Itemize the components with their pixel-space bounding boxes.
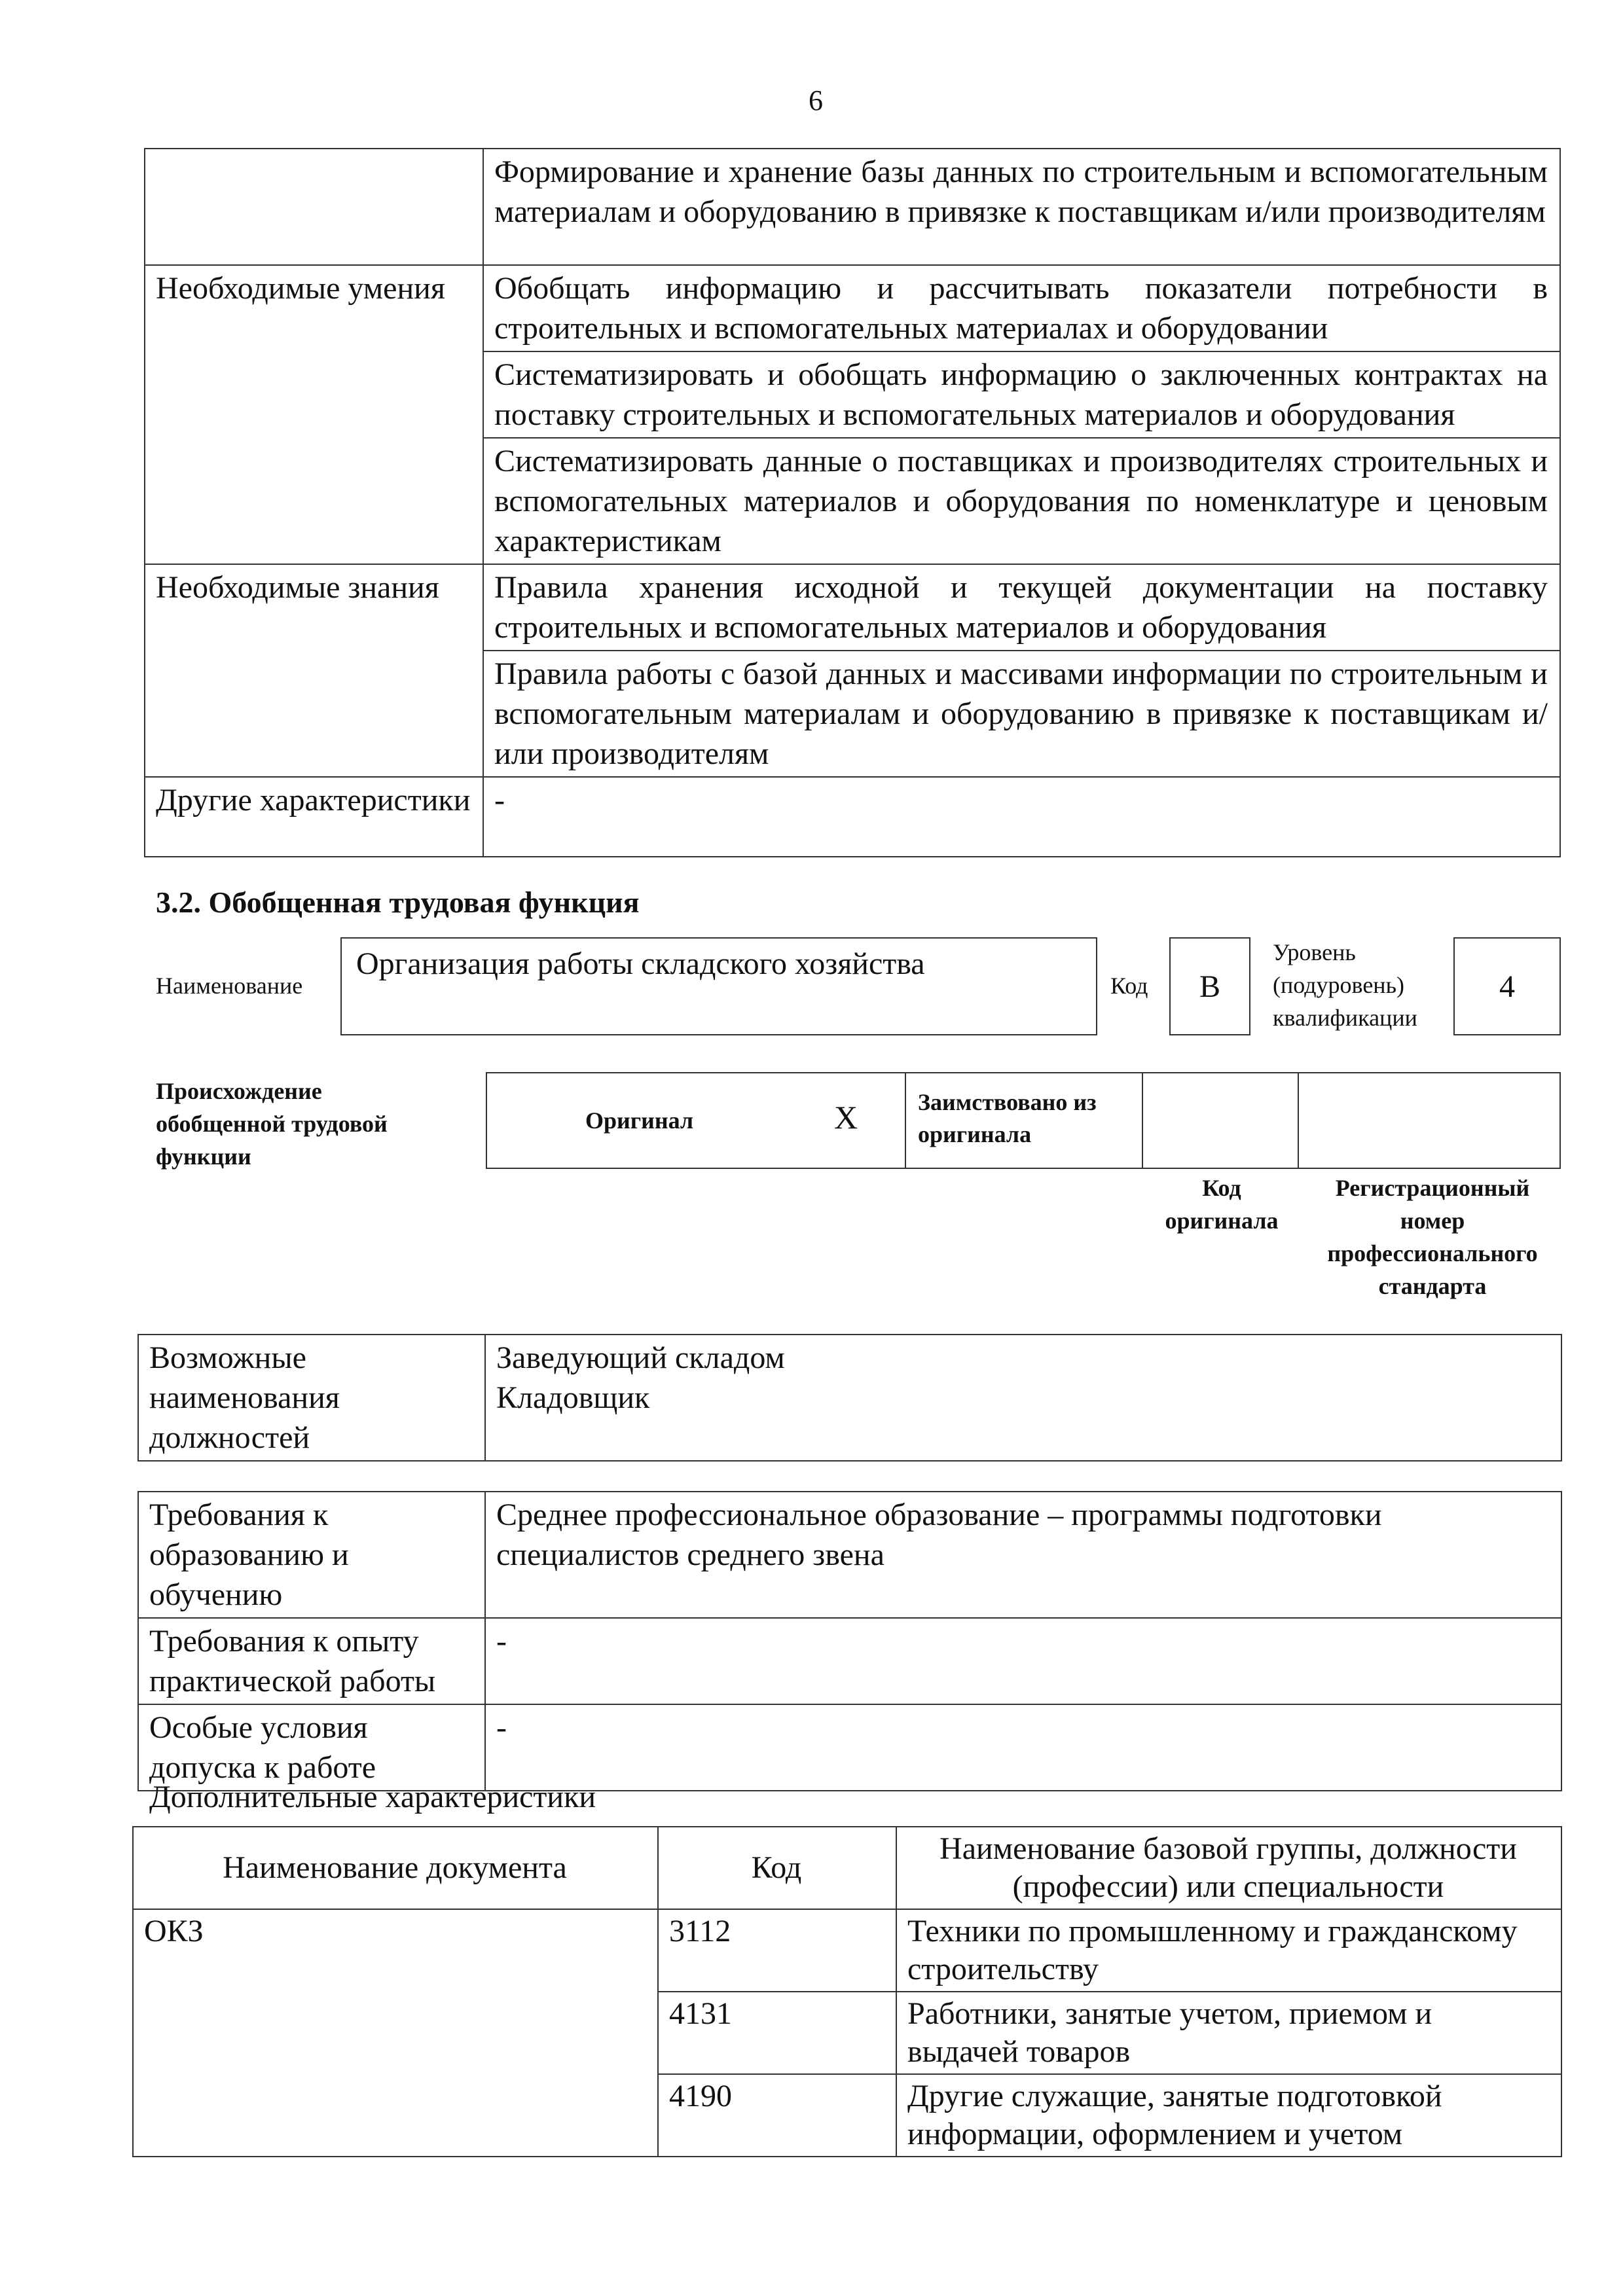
- table-row: [145, 564, 1560, 651]
- row-item: Систематизировать и обобщать информацию о заключенных контрактах на поставку строительных и вспомогательных материалов и оборудования: [483, 351, 1560, 438]
- row-item: Обобщать информацию и рассчитывать показатели потребности в строительных и вспомогательных материалах и оборудовании: [483, 265, 1560, 351]
- code-caption: Код оригинала: [1165, 1175, 1279, 1234]
- row-item: Систематизировать данные о поставщиках и производителях строительных и вспомогательных материалов и оборудования по номенклатуре и ценовым характеристикам: [483, 438, 1560, 564]
- header-row: [133, 1827, 1561, 1909]
- row-item: Правила хранения исходной и текущей документации на поставку строительных и вспомогательных материалов и оборудования: [483, 564, 1560, 651]
- row-label: [145, 149, 483, 265]
- requirement-value: -: [485, 1704, 1561, 1791]
- requirement-value: -: [485, 1618, 1561, 1704]
- additional-title: Дополнительные характеристики: [149, 1780, 596, 1814]
- table-row: [138, 1704, 1561, 1791]
- table-row: [145, 265, 1560, 351]
- name-value: Организация работы складского хозяйства: [356, 946, 925, 981]
- borrowed-label: Заимствовано из оригинала: [918, 1089, 1097, 1147]
- header-name: Наименование базовой группы, должности (профессии) или специальности: [896, 1827, 1561, 1909]
- additional-table: [132, 1826, 1562, 2157]
- original-label: Оригинал: [585, 1107, 694, 1134]
- code-value-box: [1169, 937, 1250, 1035]
- requirement-label: Требования к опыту практической работы: [138, 1618, 485, 1704]
- section-heading: 3.2. Обобщенная трудовая функция: [156, 886, 640, 919]
- requirement-label: Требования к образованию и обучению: [138, 1492, 485, 1618]
- okz-code: 4131: [658, 1992, 896, 2074]
- origin-box: [486, 1072, 906, 1169]
- positions-values: [485, 1335, 1561, 1461]
- okz-name: Работники, занятые учетом, приемом и выдачей товаров: [896, 1992, 1561, 2074]
- level-label: Уровень (подуровень) квалификации: [1273, 939, 1417, 1031]
- requirement-label: Особые условия допуска к работе: [138, 1704, 485, 1791]
- okz-code: 4190: [658, 2074, 896, 2157]
- registration-number-box: [1298, 1072, 1561, 1169]
- original-mark: X: [834, 1099, 858, 1136]
- row-label-other: Другие характеристики: [145, 777, 483, 857]
- level-value: 4: [1499, 969, 1515, 1004]
- code-label: Код: [1110, 973, 1148, 999]
- level-value-box: [1453, 937, 1561, 1035]
- table-row: [145, 777, 1560, 857]
- position-item: Кладовщик: [496, 1380, 650, 1415]
- positions-label: Возможные наименования должностей: [138, 1335, 485, 1461]
- positions-table: [137, 1334, 1562, 1462]
- table-row: [133, 1909, 1561, 1992]
- okz-name: Техники по промышленному и гражданскому строительству: [896, 1909, 1561, 1992]
- header-code: Код: [658, 1827, 896, 1909]
- table-row: [145, 149, 1560, 265]
- header-doc: Наименование документа: [133, 1827, 658, 1909]
- name-label: Наименование: [156, 973, 303, 999]
- row-item: Формирование и хранение базы данных по строительным и вспомогательным материалам и оборудованию в привязке к поставщикам и/или производителям: [483, 149, 1560, 265]
- table-row: [138, 1335, 1561, 1461]
- requirement-value: Среднее профессиональное образование – программы подготовки специалистов среднего звена: [485, 1492, 1561, 1618]
- position-item: Заведующий складом: [496, 1340, 785, 1375]
- code-value: B: [1199, 969, 1220, 1004]
- competencies-table: [144, 148, 1561, 857]
- name-value-box: [340, 937, 1097, 1035]
- row-item: Правила работы с базой данных и массивами информации по строительным и вспомогательным материалам и оборудованию в привязке к поставщикам и/или производителям: [483, 651, 1560, 777]
- registration-caption: Регистрационный номер профессионального стандарта: [1327, 1175, 1538, 1299]
- okz-code: 3112: [658, 1909, 896, 1992]
- table-row: [138, 1492, 1561, 1618]
- row-label-knowledge: Необходимые знания: [145, 564, 483, 777]
- borrowed-box: [905, 1072, 1143, 1169]
- page-number: 6: [809, 84, 823, 117]
- origin-label: Происхождение обобщенной трудовой функции: [156, 1078, 388, 1170]
- doc-name: ОКЗ: [133, 1909, 658, 2157]
- row-label-skills: Необходимые умения: [145, 265, 483, 564]
- okz-name: Другие служащие, занятые подготовкой информации, оформлением и учетом: [896, 2074, 1561, 2157]
- requirements-table: [137, 1491, 1562, 1791]
- table-row: [138, 1618, 1561, 1704]
- row-item: -: [483, 777, 1560, 857]
- origin-code-box: [1142, 1072, 1299, 1169]
